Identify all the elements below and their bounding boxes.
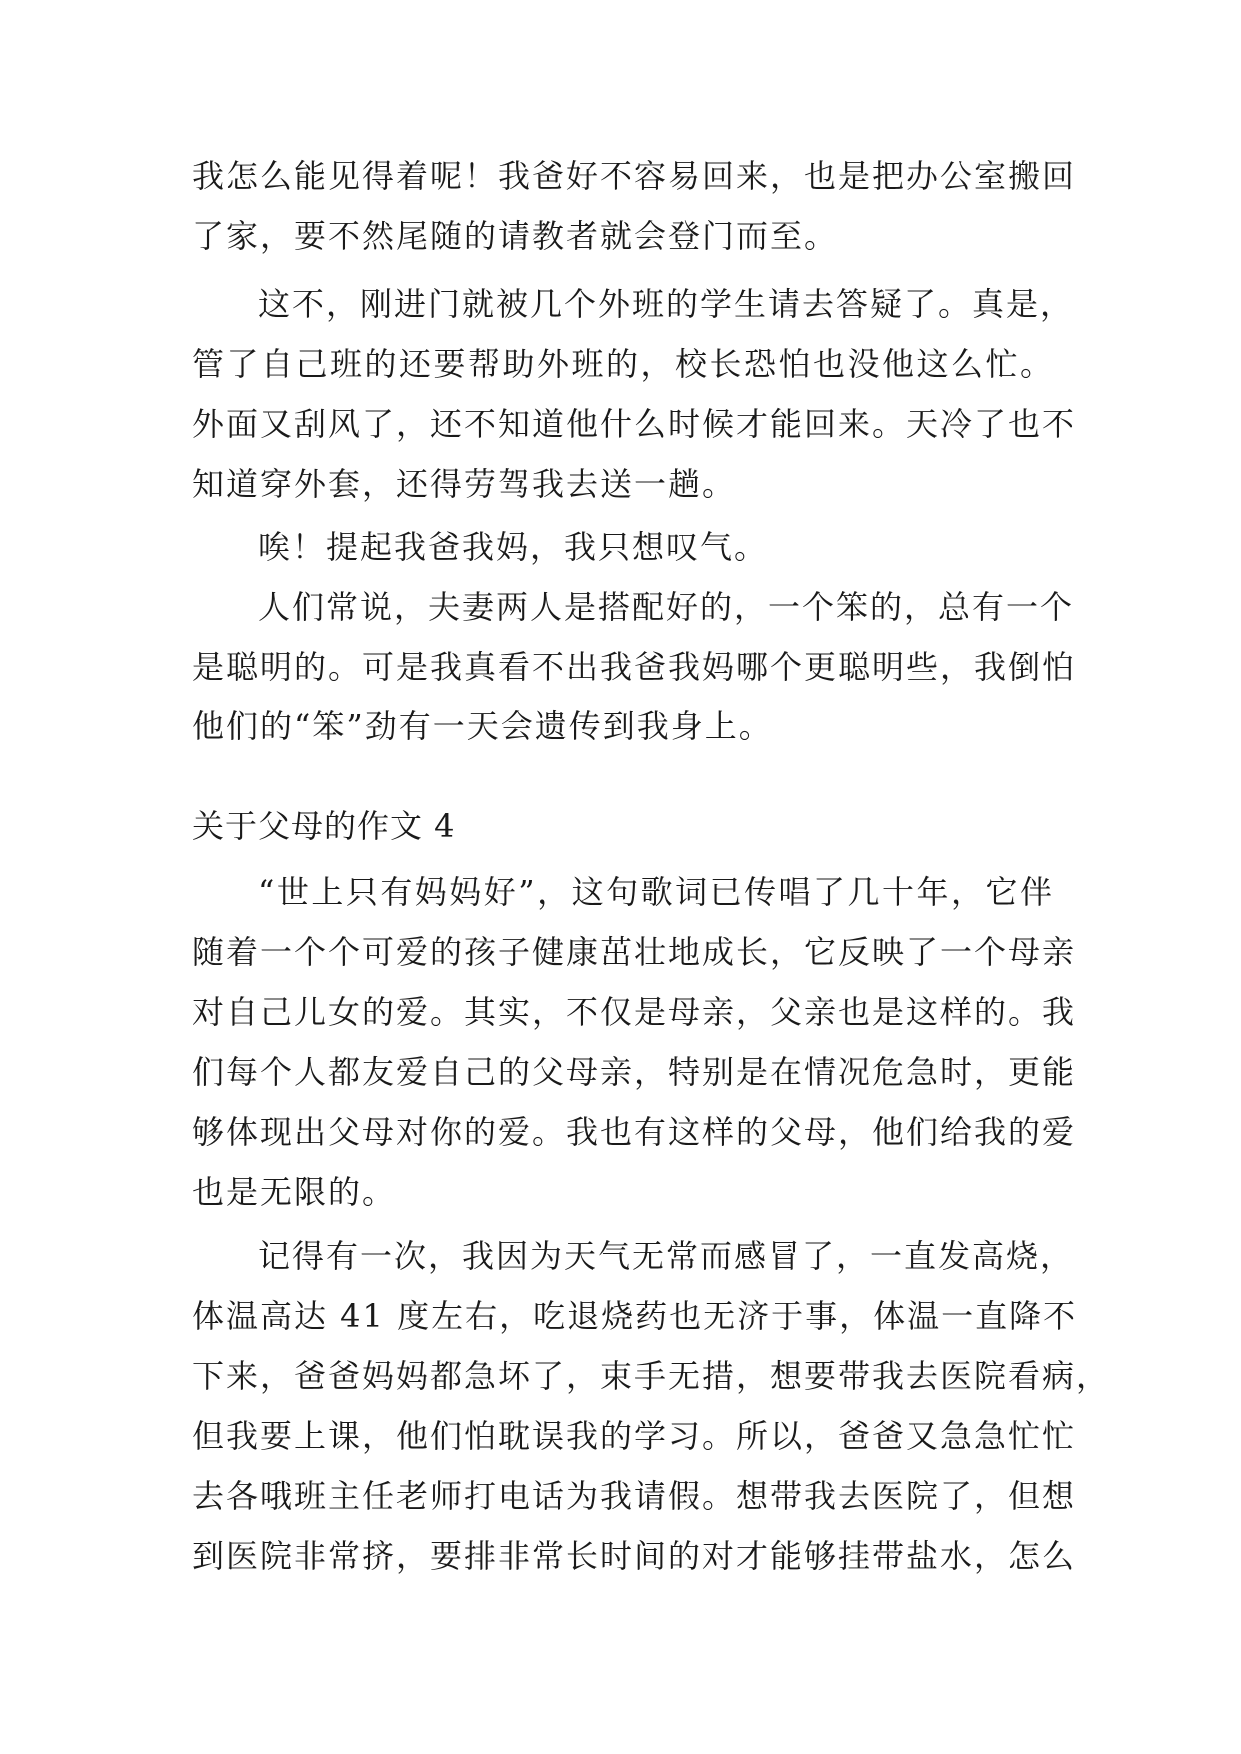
text-line: 了家，要不然尾随的请教者就会登门而至。 (192, 217, 839, 255)
text-line: 他们的“笨”劲有一天会遗传到我身上。 (192, 707, 773, 745)
text-line: 我怎么能见得着呢！我爸好不容易回来，也是把办公室搬回 (192, 157, 1077, 195)
text-line: 到医院非常挤，要排非常长时间的对才能够挂带盐水，怎么 (192, 1537, 1077, 1575)
text-line: 下来，爸爸妈妈都急坏了，束手无措，想要带我去医院看病， (192, 1357, 1111, 1395)
text-line: 外面又刮风了，还不知道他什么时候才能回来。天冷了也不 (192, 405, 1077, 443)
text-line: “世上只有妈妈好”，这句歌词已传唱了几十年，它伴 (258, 873, 1054, 911)
text-line: 记得有一次，我因为天气无常而感冒了，一直发高烧， (258, 1237, 1075, 1275)
text-line: 对自己儿女的爱。其实，不仅是母亲，父亲也是这样的。我 (192, 993, 1077, 1031)
section-heading: 关于父母的作文 4 (192, 807, 456, 845)
text-line: 但我要上课，他们怕耽误我的学习。所以，爸爸又急急忙忙 (192, 1417, 1077, 1455)
text-line: 人们常说，夫妻两人是搭配好的，一个笨的，总有一个 (258, 588, 1075, 626)
text-line: 们每个人都友爱自己的父母亲，特别是在情况危急时，更能 (192, 1053, 1077, 1091)
text-line: 是聪明的。可是我真看不出我爸我妈哪个更聪明些，我倒怕 (192, 648, 1077, 686)
text-line: 去各哦班主任老师打电话为我请假。想带我去医院了，但想 (192, 1477, 1077, 1515)
text-line: 随着一个个可爱的孩子健康茁壮地成长，它反映了一个母亲 (192, 933, 1077, 971)
text-line: 也是无限的。 (192, 1173, 397, 1211)
text-line: 体温高达 41 度左右，吃退烧药也无济于事，体温一直降不 (192, 1297, 1078, 1335)
text-line: 知道穿外套，还得劳驾我去送一趟。 (192, 465, 737, 503)
text-line: 够体现出父母对你的爱。我也有这样的父母，他们给我的爱 (192, 1113, 1077, 1151)
text-line: 这不，刚进门就被几个外班的学生请去答疑了。真是， (258, 285, 1075, 323)
text-line: 唉！提起我爸我妈，我只想叹气。 (258, 528, 769, 566)
text-line: 管了自己班的还要帮助外班的，校长恐怕也没他这么忙。 (192, 345, 1054, 383)
